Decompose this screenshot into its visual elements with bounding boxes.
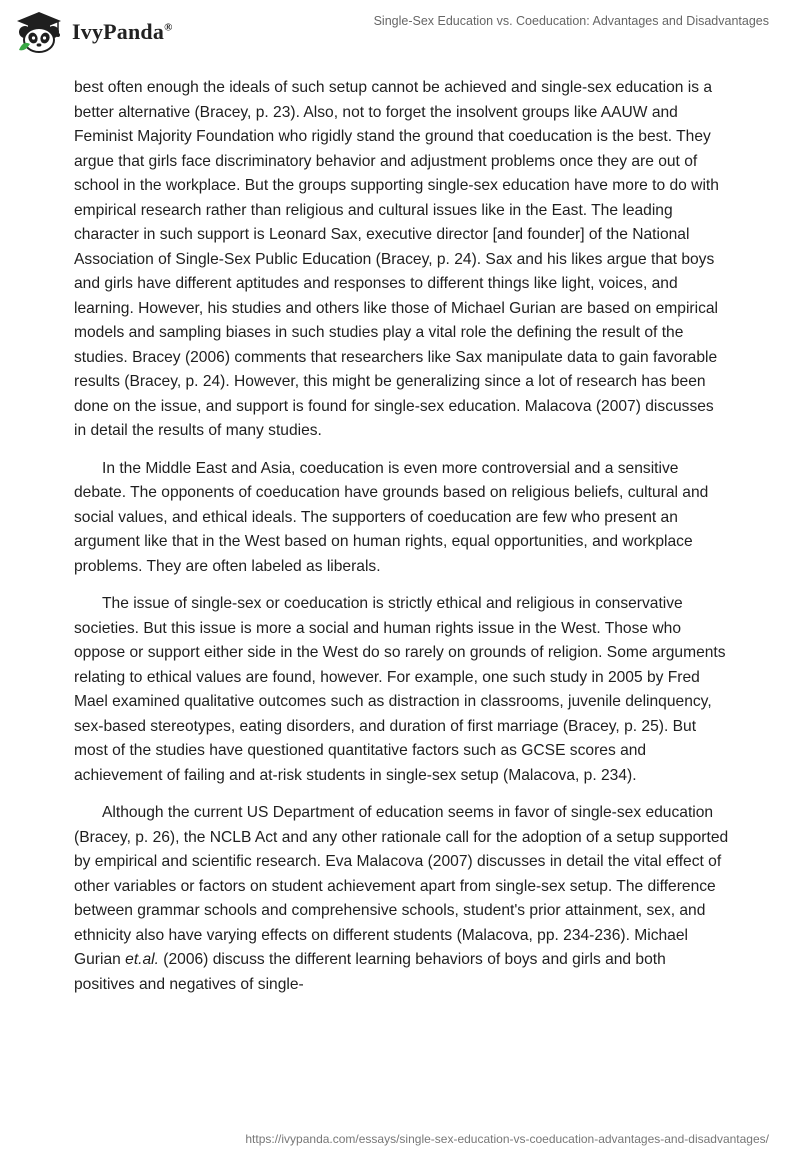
paragraph: Although the current US Department of education seems in favor of single-sex education (Bracey, p. 26), the NCLB Act and any other rationale call for the adoption of a setup supported by empirical and scientific research. Eva Malacova (2007) discusses in detail the vital effect of other variables or factors on student achievement apart from single-sex setup. The difference between grammar schools and comprehensive schools, student's prior attainment, sex, and ethnicity also have varying effects on different students (Malacova, pp. 234-236). Michael Gurian et.al. (2006) discuss the different learning behaviors of boys and girls and both positives and negatives of single- [74,804,729,993]
paragraph: In the Middle East and Asia, coeducation is even more controversial and a sensitive debate. The opponents of coeducation have grounds based on religious beliefs, cultural and social values, and ethical ideals. The supporters of coeducation are few who present an argument like that in the West based on human rights, equal opportunities, and workplace problems. They are often labeled as liberals. [74,459,709,575]
brand-name: IvyPanda® [72,19,173,44]
document-title: Single-Sex Education vs. Coeducation: Advantages and Disadvantages [373,14,769,28]
page-header [0,0,800,64]
panda-graduate-icon [14,10,64,54]
ivypanda-logo[interactable] [14,8,173,56]
essay-body [74,76,730,1010]
paragraph: The issue of single-sex or coeducation is strictly ethical and religious in conservative societies. But this issue is more a social and human rights issue in the West. Those who oppose or support either side in the West do so rarely on grounds of religion. Some arguments relating to ethical values are found, however. For example, one such study in 2005 by Fred Mael examined qualitative outcomes such as distraction in classrooms, juvenile delinquency, sex-based stereotypes, eating disorders, and duration of first marriage (Bracey, p. 25). But most of the studies have questioned quantitative factors such as GCSE scores and achievement of failing and at-risk students in single-sex setup (Malacova, p. 234). [74,595,726,784]
source-url[interactable]: https://ivypanda.com/essays/single-sex-education-vs-coeducation-advantages-and-disadvantages/ [245,1132,769,1146]
italic-citation: et.al. [125,951,159,968]
paragraph-continued: best often enough the ideals of such setup cannot be achieved and single-sex education is a better alternative (Bracey, p. 23). Also, not to forget the insolvent groups like AAUW and Feminist Majority Foundation who rigidly stand the ground that coeducation is the best. They argue that girls face discriminatory behavior and adjustment problems once they are out of school in the workplace. But the groups supporting single-sex education have more to do with empirical research rather than religious and cultural issues like in the East. The leading character in such support is Leonard Sax, executive director [and founder] of the National Association of Single-Sex Public Education (Bracey, p. 24). Sax and his likes argue that boys and girls have different aptitudes and responses to different things like light, voices, and learning. However, his studies and others like those of Michael Gurian are based on empirical models and sampling biases in such studies play a vital role the defining the result of the studies. Bracey (2006) comments that researchers like Sax manipulate data to gain favorable results (Bracey, p. 24). However, this might be generalizing since a lot of research has been done on the issue, and support is found for single-sex education. Malacova (2007) discusses in detail the results of many studies. [74,79,719,439]
